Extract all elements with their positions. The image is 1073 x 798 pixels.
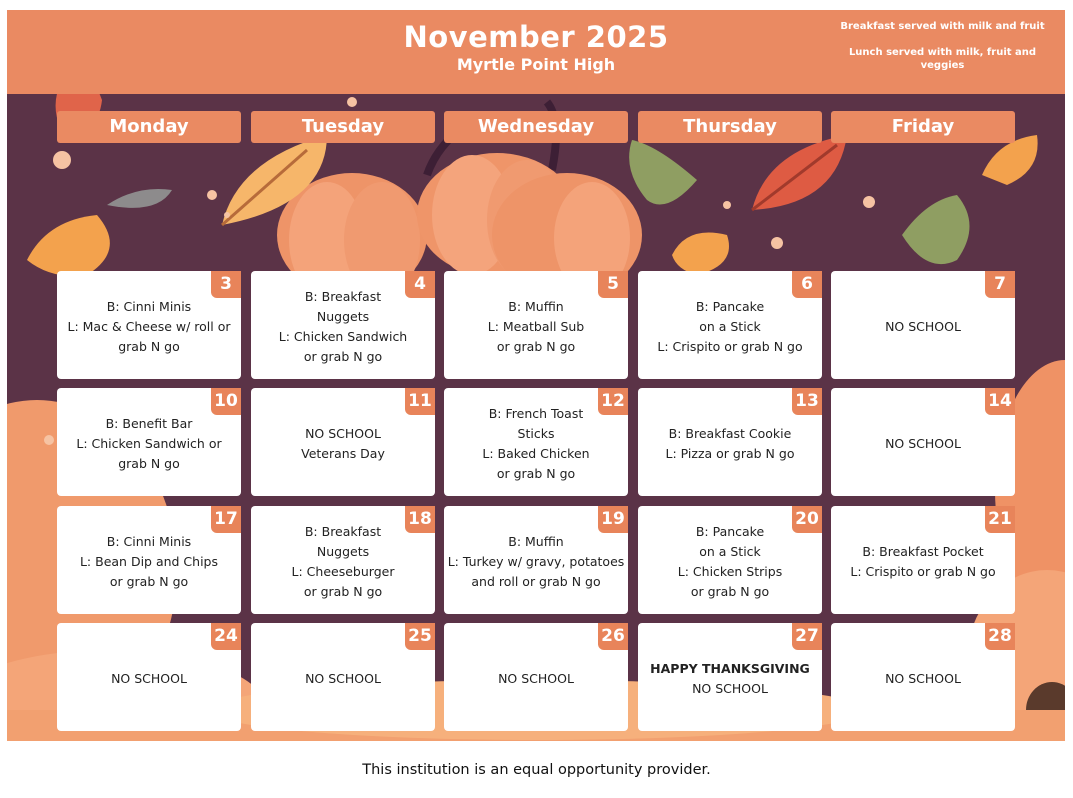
menu-line: NO SCHOOL (111, 671, 187, 686)
page-title: November 2025 (403, 20, 669, 54)
menu-line: B: Breakfast Pocket (862, 544, 984, 559)
date-number: 26 (598, 623, 628, 650)
menu-line: B: Cinni Minis (106, 299, 192, 314)
date-number: 4 (405, 271, 435, 298)
date-number: 18 (405, 506, 435, 533)
menu-line: Nuggets (316, 544, 370, 559)
menu-line: Veterans Day (301, 446, 385, 461)
date-number: 7 (985, 271, 1015, 298)
day-cell (444, 506, 628, 614)
day-cell (638, 271, 822, 379)
menu-line: L: Crispito or grab N go (657, 339, 803, 354)
menu-line: L: Mac & Cheese w/ roll or (67, 319, 231, 334)
calendar-poster (7, 10, 1065, 741)
date-number: 25 (405, 623, 435, 650)
menu-line: B: Breakfast Cookie (668, 426, 792, 441)
lunch-note (830, 46, 1055, 72)
menu-line: L: Pizza or grab N go (665, 446, 795, 461)
weekday-wednesday: Wednesday (444, 111, 628, 143)
day-cell (638, 623, 822, 731)
day-cell (251, 271, 435, 379)
date-number: 24 (211, 623, 241, 650)
header-banner (7, 10, 1065, 94)
footer-disclaimer: This institution is an equal opportunity provider. (362, 762, 711, 778)
menu-line: or grab N go (109, 574, 189, 589)
menu-text (253, 623, 433, 731)
day-cell (57, 388, 241, 496)
day-cell (638, 388, 822, 496)
menu-line: L: Baked Chicken (482, 446, 590, 461)
menu-text (446, 271, 626, 379)
menu-line: NO SCHOOL (885, 671, 961, 686)
menu-text (833, 623, 1013, 731)
menu-text (446, 623, 626, 731)
day-cell (444, 271, 628, 379)
menu-line: or grab N go (496, 466, 576, 481)
weekday-thursday: Thursday (638, 111, 822, 143)
date-number: 14 (985, 388, 1015, 415)
day-cell (251, 506, 435, 614)
menu-line: L: Turkey w/ gravy, potatoes (447, 554, 625, 569)
menu-line: Sticks (517, 426, 555, 441)
menu-line: L: Meatball Sub (487, 319, 585, 334)
menu-line: grab N go (118, 456, 180, 471)
menu-line: or grab N go (690, 584, 770, 599)
day-cell (57, 271, 241, 379)
menu-text (833, 388, 1013, 496)
menu-line: L: Chicken Sandwich (278, 329, 408, 344)
menu-line: on a Stick (699, 319, 761, 334)
menu-line: and roll or grab N go (471, 574, 601, 589)
menu-text (59, 506, 239, 614)
date-number: 17 (211, 506, 241, 533)
menu-line: or grab N go (303, 349, 383, 364)
day-cell (57, 623, 241, 731)
menu-text (640, 623, 820, 731)
menu-text (833, 506, 1013, 614)
menu-line: NO SCHOOL (885, 436, 961, 451)
menu-line: NO SCHOOL (305, 671, 381, 686)
day-cell (831, 506, 1015, 614)
menu-line: L: Chicken Strips (677, 564, 783, 579)
lunch-note-line-1: Lunch served with milk, fruit and (848, 47, 1037, 58)
day-cell (831, 271, 1015, 379)
date-number: 21 (985, 506, 1015, 533)
menu-text (640, 388, 820, 496)
menu-line: NO SCHOOL (305, 426, 381, 441)
menu-text (59, 271, 239, 379)
date-number: 27 (792, 623, 822, 650)
date-number: 6 (792, 271, 822, 298)
date-number: 11 (405, 388, 435, 415)
menu-line: L: Crispito or grab N go (850, 564, 996, 579)
day-cell (444, 623, 628, 731)
date-number: 3 (211, 271, 241, 298)
menu-line: NO SCHOOL (692, 681, 768, 696)
menu-line: grab N go (118, 339, 180, 354)
day-cell (251, 623, 435, 731)
menu-line: B: Cinni Minis (106, 534, 192, 549)
menu-text (59, 623, 239, 731)
breakfast-note: Breakfast served with milk and fruit (840, 21, 1045, 32)
menu-line: B: Breakfast (304, 524, 382, 539)
date-number: 10 (211, 388, 241, 415)
day-cell (444, 388, 628, 496)
school-name: Myrtle Point High (456, 55, 616, 74)
lunch-note-line-2: veggies (920, 60, 965, 71)
menu-line: L: Chicken Sandwich or (76, 436, 222, 451)
menu-line: B: Breakfast (304, 289, 382, 304)
menu-text (640, 271, 820, 379)
weekday-tuesday: Tuesday (251, 111, 435, 143)
menu-line: L: Cheeseburger (291, 564, 395, 579)
date-number: 20 (792, 506, 822, 533)
menu-line: NO SCHOOL (885, 319, 961, 334)
menu-text (59, 388, 239, 496)
menu-line: B: Pancake (695, 299, 765, 314)
date-number: 5 (598, 271, 628, 298)
holiday-headline: HAPPY THANKSGIVING (650, 661, 810, 676)
menu-line: NO SCHOOL (498, 671, 574, 686)
menu-text (640, 506, 820, 614)
day-cell (251, 388, 435, 496)
date-number: 28 (985, 623, 1015, 650)
menu-text (833, 271, 1013, 379)
menu-line: Nuggets (316, 309, 370, 324)
menu-text (446, 506, 626, 614)
menu-line: L: Bean Dip and Chips (79, 554, 219, 569)
menu-text (253, 271, 433, 379)
menu-line: on a Stick (699, 544, 761, 559)
menu-text (253, 388, 433, 496)
date-number: 12 (598, 388, 628, 415)
menu-line: B: Benefit Bar (105, 416, 193, 431)
menu-text (446, 388, 626, 496)
day-cell (638, 506, 822, 614)
weekday-friday: Friday (831, 111, 1015, 143)
menu-line: B: Pancake (695, 524, 765, 539)
date-number: 13 (792, 388, 822, 415)
day-cell (831, 623, 1015, 731)
menu-line: or grab N go (496, 339, 576, 354)
date-number: 19 (598, 506, 628, 533)
menu-line: B: Muffin (508, 299, 564, 314)
menu-line: B: French Toast (488, 406, 584, 421)
day-cell (831, 388, 1015, 496)
menu-text (253, 506, 433, 614)
weekday-monday: Monday (57, 111, 241, 143)
menu-line: or grab N go (303, 584, 383, 599)
day-cell (57, 506, 241, 614)
menu-line: B: Muffin (508, 534, 564, 549)
